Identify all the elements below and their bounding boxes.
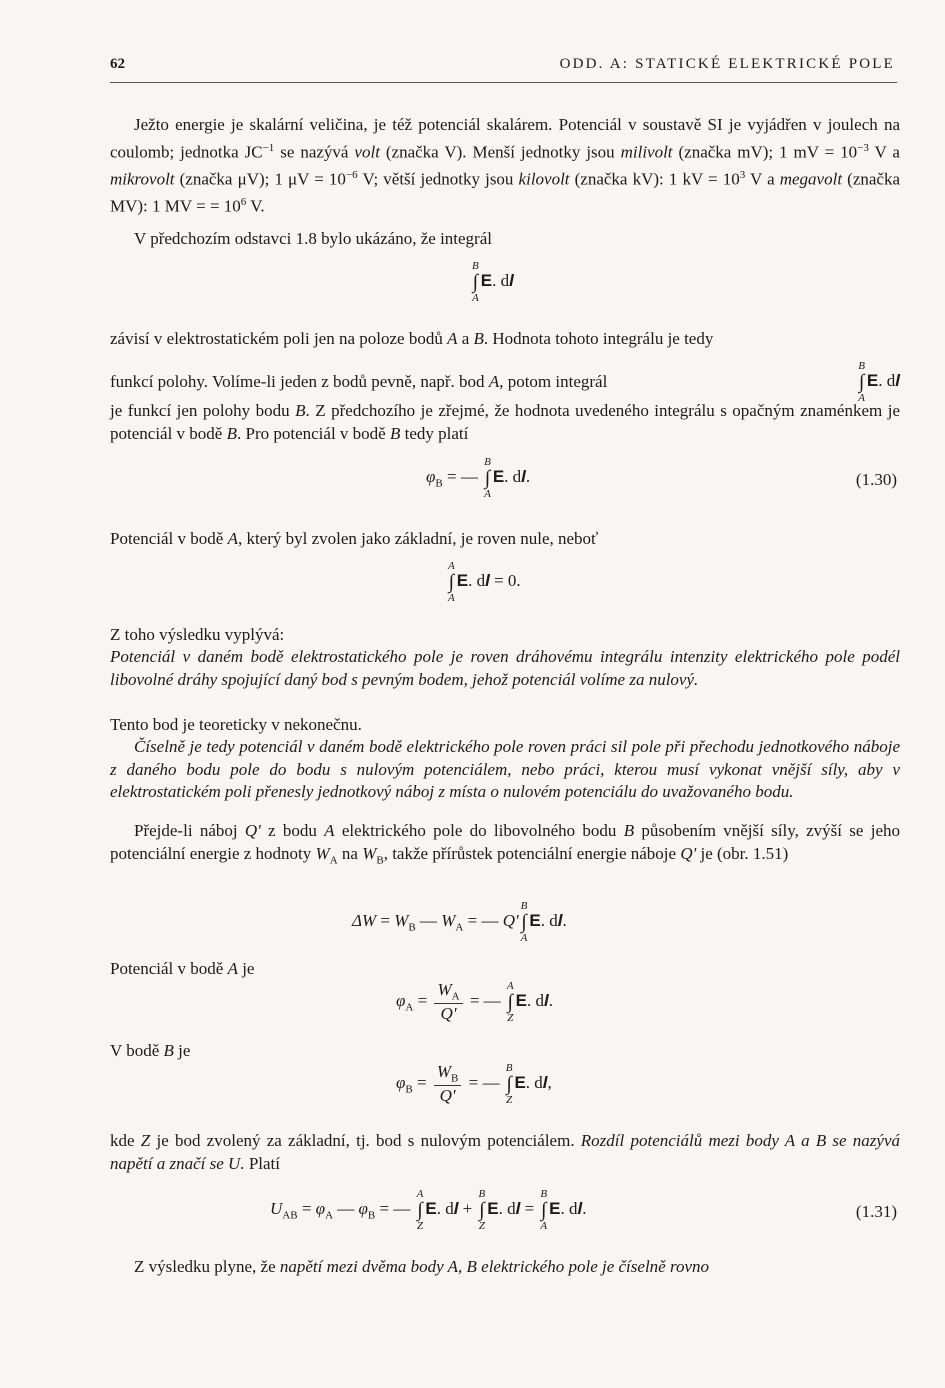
term: megavolt — [779, 169, 843, 189]
equation-line-integral — [470, 260, 514, 304]
operator: — — [333, 1198, 359, 1218]
vector-E: E — [487, 1198, 499, 1218]
symbol: Z — [140, 1131, 151, 1150]
integral-sign: A ∫ A — [448, 560, 455, 604]
paragraph-dependence-line2 — [110, 360, 900, 404]
subscript: B — [367, 1209, 376, 1222]
equation-zero-integral — [446, 560, 521, 604]
text: je — [237, 959, 255, 978]
equation-number: (1.31) — [855, 1202, 897, 1221]
symbol-phi: φ — [396, 990, 406, 1010]
text: funkcí polohy. Volíme-li jeden z bodů pevně, např. bod — [110, 371, 489, 391]
integral-sign: B ∫ A — [858, 360, 865, 404]
text: (značka kV): 1 kV = 10 — [569, 169, 740, 189]
paragraph-infinity: Tento bod je teoreticky v nekonečnu. — [110, 715, 362, 734]
equation-phi-B — [396, 1062, 552, 1106]
equation-number: (1.30) — [855, 470, 897, 489]
symbol: A — [227, 959, 238, 978]
operator: — — [481, 910, 503, 930]
text: . — [562, 910, 567, 930]
text: . d — [525, 1072, 543, 1092]
symbol: B — [623, 821, 635, 840]
text: . d — [527, 990, 544, 1010]
superscript: −6 — [345, 168, 358, 181]
integral-sign: B ∫ Z — [505, 1062, 513, 1106]
text: V a — [745, 169, 780, 189]
term: mikrovolt — [110, 169, 175, 189]
text: tedy platí — [400, 423, 469, 443]
text: . d — [498, 1198, 516, 1218]
text: a — [457, 329, 474, 348]
header-rule — [110, 82, 897, 83]
definition-work: Číselně je tedy potenciál v daném bodě elektrického pole roven práci sil pole při přechodu jednotkového náboje z daného bodu pole do bodu s nulovým potenciálem, nebo práci, kterou musí vykonat vnější síly, aby v elektrostatickém poli přenesly jednotkový náboj z místa o nulovém potenciálu do uvažovaného bodu. — [110, 737, 900, 801]
text: V a — [868, 142, 900, 162]
operator: — — [483, 990, 505, 1010]
paragraph-result: Z toho výsledku vyplývá: — [110, 625, 285, 644]
operator: — — [415, 910, 442, 930]
text: závisí v elektrostatickém poli jen na poloze bodů — [110, 329, 448, 348]
symbol: Q' — [680, 843, 697, 863]
text: , potom integrál — [499, 371, 608, 391]
symbol: A — [324, 821, 335, 840]
operator: = — [413, 990, 432, 1010]
symbol: W — [315, 843, 330, 863]
subscript: B — [376, 853, 384, 866]
paragraph-potential-A — [110, 528, 900, 551]
text: . Z předchozího je zřejmé, že hodnota uvedeného integrálu s opačným znaménkem je potenciál v bodě — [110, 401, 900, 443]
superscript: −1 — [262, 141, 275, 154]
symbol: B — [295, 401, 306, 420]
symbol: U — [270, 1198, 283, 1218]
integral-sign: B ∫ A — [472, 260, 479, 304]
operator: = — [464, 1072, 483, 1092]
symbol: A — [447, 329, 458, 348]
vector-E: E — [514, 1072, 526, 1092]
emphasis: napětí mezi dvěma body A, B elektrického pole je číselně rovno — [279, 1257, 709, 1276]
operator: = — [465, 990, 484, 1010]
inline-integral — [856, 360, 900, 404]
text: . Pro potenciál v bodě — [237, 423, 390, 443]
vector-l: l — [542, 1072, 548, 1092]
vector-l: l — [515, 1198, 521, 1218]
term: volt — [354, 142, 380, 162]
text: . d — [492, 270, 510, 290]
text: V bodě — [110, 1041, 164, 1060]
text: je — [173, 1041, 191, 1060]
text: . d — [540, 910, 558, 930]
text: , který byl zvolen jako základní, je roven nule, neboť — [237, 529, 599, 548]
paragraph-conclusion — [110, 1256, 900, 1279]
integral-sign: A ∫ Z — [416, 1188, 424, 1232]
text: na — [337, 843, 363, 863]
symbol-phi: φ — [315, 1198, 326, 1218]
vector-E: E — [492, 466, 505, 486]
vector-l: l — [577, 1198, 583, 1218]
text: . — [525, 466, 531, 486]
paragraph-potential-A-is — [110, 958, 900, 981]
equation-1-31 — [270, 1188, 586, 1232]
operator: = — [442, 466, 461, 486]
symbol: A — [227, 529, 238, 548]
operator: = — [297, 1198, 316, 1218]
vector-l: l — [544, 990, 549, 1010]
integral-sign: B ∫ A — [540, 1188, 548, 1232]
text: . d — [560, 1198, 578, 1218]
text: = 0. — [489, 570, 521, 590]
symbol: A — [488, 371, 500, 391]
paragraph-energy-increase — [110, 820, 900, 871]
text: . d — [468, 570, 486, 590]
superscript: 6 — [240, 195, 247, 208]
symbol: W — [394, 910, 409, 930]
operator: — — [460, 466, 483, 486]
text: (značka MV): 1 MV = = 10 — [110, 169, 901, 216]
equation-phi-A — [396, 980, 553, 1024]
text: (značka mV); 1 mV = 10 — [672, 142, 858, 162]
superscript: −3 — [857, 141, 869, 154]
symbol: W — [441, 910, 456, 930]
equation-1-30 — [426, 456, 530, 500]
integral-sign: B ∫ Z — [478, 1188, 486, 1232]
symbol: B — [389, 423, 401, 443]
vector-E: E — [515, 990, 527, 1010]
vector-l: l — [453, 1198, 459, 1218]
text: Ježto energie je skalární veličina, je též potenciál skalárem. Potenciál v soustavě SI je vyjádřen v joulech na coulomb; jednotka JC — [110, 115, 900, 162]
definition-voltage: Rozdíl potenciálů mezi body A a B se nazývá napětí a značí se U. — [110, 1131, 901, 1173]
text: působením vnější síly, zvýší se jeho potenciální energie z hodnoty — [110, 821, 900, 863]
subscript: A — [329, 853, 338, 866]
term: kilovolt — [518, 169, 570, 189]
vector-l: l — [895, 370, 900, 390]
text-run — [110, 371, 856, 394]
operator: = — [412, 1072, 431, 1092]
operator: = — [376, 910, 395, 930]
text: . Hodnota tohoto integrálu je tedy — [483, 329, 714, 348]
text: . d — [504, 466, 522, 486]
operator: = — [520, 1198, 539, 1218]
subscript: A — [405, 1001, 414, 1014]
vector-E: E — [549, 1198, 561, 1218]
subscript: A — [455, 921, 464, 934]
operator: = — [463, 910, 482, 930]
text: je funkcí jen polohy bodu — [110, 401, 296, 420]
text: Potenciál v bodě — [110, 529, 228, 548]
integral-sign: B ∫ A — [484, 456, 491, 500]
vector-l: l — [509, 270, 514, 290]
text: . d — [436, 1198, 454, 1218]
text: . d — [878, 370, 896, 390]
section-title: ODD. A: STATICKÉ ELEKTRICKÉ POLE — [559, 56, 895, 72]
integral-sign: A ∫ Z — [506, 980, 514, 1024]
symbol: B — [163, 1041, 174, 1060]
vector-l: l — [485, 570, 490, 590]
term: milivolt — [620, 142, 673, 162]
text: z bodu — [260, 821, 325, 840]
text: Platí — [244, 1153, 280, 1173]
vector-E: E — [425, 1198, 437, 1218]
definition-potential: Potenciál v daném bodě elektrostatického pole je roven dráhovému integrálu intenzity elektrického pole podél libovolné dráhy spojující daný bod s pevným bodem, jehož potenciál volíme za nulový. — [110, 647, 900, 689]
operator: — — [482, 1072, 504, 1092]
text: V; větší jednotky jsou — [357, 169, 519, 189]
text: kde — [110, 1131, 141, 1150]
vector-l: l — [521, 466, 526, 486]
text: (značka μV); 1 μV = 10 — [174, 169, 346, 189]
text: je bod zvolený za základní, tj. bod s nulovým potenciálem. — [150, 1131, 581, 1150]
text: , — [547, 1072, 552, 1092]
text: je (obr. 1.51) — [696, 843, 789, 863]
text: . — [548, 990, 553, 1010]
text: V. — [246, 196, 265, 216]
symbol: Q' — [502, 910, 519, 930]
symbol: B — [473, 329, 484, 348]
symbol: B — [226, 423, 237, 443]
vector-l: l — [557, 910, 563, 930]
subscript: A — [325, 1209, 334, 1222]
subscript: AB — [282, 1209, 298, 1222]
operator: + — [458, 1198, 477, 1218]
text: elektrického pole do libovolného bodu — [334, 821, 624, 840]
symbol-phi: φ — [426, 466, 436, 486]
paragraph-integral-intro: V předchozím odstavci 1.8 bylo ukázáno, že integrál — [134, 229, 492, 248]
fraction: $\frac{W_A}{Q'}$ — [434, 980, 462, 1023]
page-number: 62 — [110, 56, 125, 72]
subscript: B — [408, 921, 416, 934]
operator: — — [393, 1198, 415, 1218]
text: Z výsledku plyne, že — [134, 1257, 280, 1276]
text: se nazývá — [274, 142, 355, 162]
paragraph-voltage-definition — [110, 1130, 900, 1175]
vector-E: E — [456, 570, 469, 590]
symbol: ΔW — [352, 910, 377, 930]
integral-sign: B ∫ A — [520, 900, 528, 944]
subscript: B — [435, 477, 443, 490]
vector-E: E — [529, 910, 541, 930]
paragraph-dependence — [110, 328, 900, 351]
text: . — [582, 1198, 587, 1218]
text: , takže přírůstek potenciální energie náboje — [383, 843, 681, 863]
text: (značka V). Menší jednotky jsou — [379, 142, 621, 162]
symbol-phi: φ — [396, 1072, 406, 1092]
paragraph-potential-B — [110, 400, 900, 445]
equation-delta-W — [352, 900, 567, 944]
vector-E: E — [480, 270, 493, 290]
text: Přejde-li náboj — [134, 821, 245, 840]
vector-E: E — [866, 370, 879, 390]
paragraph-point-B-is — [110, 1040, 900, 1063]
symbol-phi: φ — [358, 1198, 368, 1218]
subscript: B — [405, 1083, 413, 1096]
fraction: $\frac{W_B}{Q'}$ — [434, 1062, 462, 1105]
superscript: 3 — [739, 168, 746, 181]
paragraph-units — [110, 114, 900, 218]
symbol: Q' — [244, 821, 261, 840]
symbol: W — [362, 843, 377, 863]
operator: = — [375, 1198, 394, 1218]
text: Potenciál v bodě — [110, 959, 228, 978]
